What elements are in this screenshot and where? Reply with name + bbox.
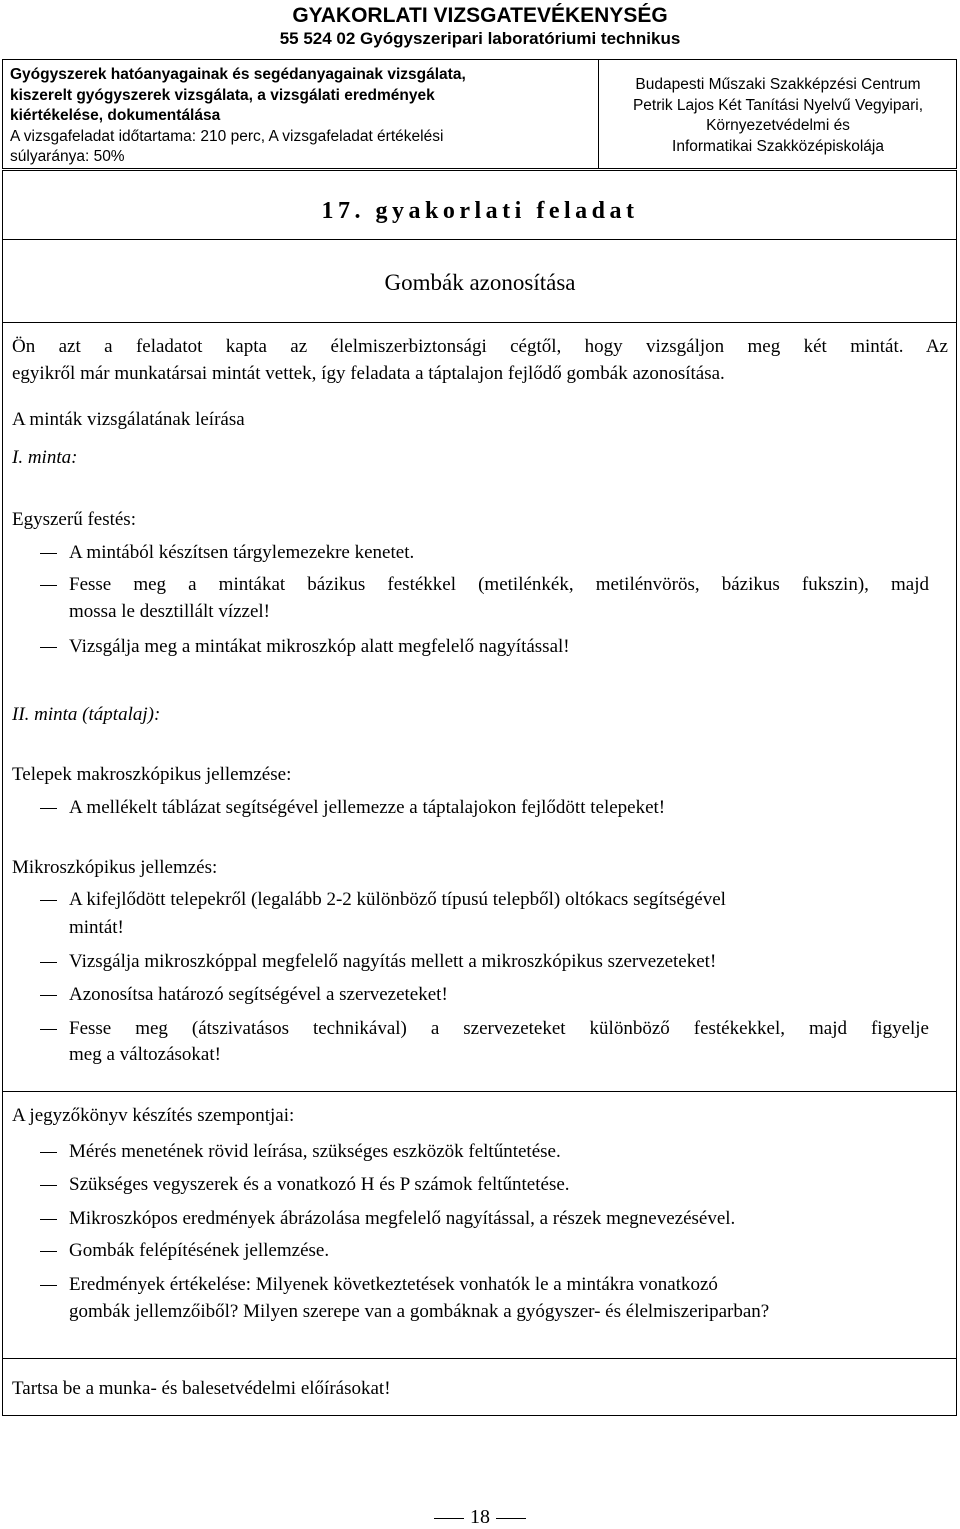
task-title: Gombák azonosítása	[384, 270, 576, 295]
sample-2-label: II. minta (táptalaj):	[12, 704, 161, 725]
task-heading: 17. gyakorlati feladat	[321, 198, 639, 224]
list-item: Eredmények értékelése: Milyenek következtetések vonhatók le a mintákra vonatkozó	[69, 1274, 718, 1295]
list-item-continuation: mossa le desztillált vízzel!	[69, 601, 271, 622]
intro-line: Ön azt a feladatot kapta az élelmiszerbiztonsági cégtől, hogy vizsgáljon meg két mintát. Az	[12, 336, 948, 357]
bullet-dash	[40, 900, 57, 901]
list-item: A kifejlődött telepekről (legalább 2-2 különböző típusú telepből) oltókacs segítségével	[69, 889, 726, 910]
module-line: kiszerelt gyógyszerek vizsgálata, a vizsgálati eredmények	[10, 86, 435, 104]
section-divider	[2, 1091, 957, 1092]
bullet-dash	[40, 1029, 57, 1030]
list-item: Vizsgálja meg a mintákat mikroszkóp alatt megfelelő nagyítással!	[69, 636, 570, 657]
bullet-dash	[40, 808, 57, 809]
school-line: Budapesti Műszaki Szakképzési Centrum	[635, 76, 921, 93]
bullet-dash	[40, 1251, 57, 1252]
header-info-box	[2, 59, 957, 169]
module-line: Gyógyszerek hatóanyagainak és segédanyagainak vizsgálata,	[10, 66, 466, 83]
exam-title: GYAKORLATI VIZSGATEVÉKENYSÉG	[292, 4, 668, 27]
bullet-dash	[40, 585, 57, 586]
page-number-rule	[496, 1518, 526, 1519]
list-item-continuation: meg a változásokat!	[69, 1044, 221, 1065]
list-item: A mintából készítsen tárgylemezekre kenetet.	[69, 542, 415, 563]
list-item: Szükséges vegyszerek és a vonatkozó H és P számok feltűntetése.	[69, 1174, 570, 1195]
list-item: Mérés menetének rövid leírása, szükséges eszközök feltűntetése.	[69, 1141, 561, 1162]
micro-heading: Mikroszkópikus jellemzés:	[12, 857, 218, 878]
list-item-continuation: gombák jellemzőiből? Milyen szerepe van a gombáknak a gyógyszer- és élelmiszeriparban?	[69, 1301, 770, 1322]
list-item: Fesse meg a mintákat bázikus festékkel (metilénkék, metilénvörös, bázikus fukszin), majd	[69, 574, 929, 595]
title-divider	[2, 322, 957, 323]
safety-divider	[2, 1358, 957, 1359]
duration-line: A vizsgafeladat időtartama: 210 perc, A vizsgafeladat értékelési	[10, 127, 444, 145]
bullet-dash	[40, 553, 57, 554]
list-item: Mikroszkópos eredmények ábrázolása megfelelő nagyítással, a részek megnevezésével.	[69, 1208, 736, 1229]
bullet-dash	[40, 1219, 57, 1220]
description-heading: A minták vizsgálatának leírása	[12, 409, 245, 430]
list-item-continuation: mintát!	[69, 917, 124, 938]
duration-line: súlyaránya: 50%	[10, 148, 125, 165]
macro-heading: Telepek makroszkópikus jellemzése:	[12, 764, 292, 785]
list-item: A mellékelt táblázat segítségével jellemezze a táptalajokon fejlődött telepeket!	[69, 797, 666, 818]
school-info	[600, 75, 956, 157]
school-line: Környezetvédelmi és	[706, 117, 850, 134]
school-line: Informatikai Szakközépiskolája	[672, 137, 884, 155]
header-divider	[598, 60, 599, 168]
heading-divider	[2, 239, 957, 240]
module-line: kiértékelése, dokumentálása	[10, 107, 221, 124]
page-number: 18	[470, 1506, 490, 1528]
bullet-dash	[40, 962, 57, 963]
sample-1-subheading: Egyszerű festés:	[12, 509, 136, 530]
bullet-dash	[40, 1152, 57, 1153]
bullet-dash	[40, 995, 57, 996]
bullet-dash	[40, 647, 57, 648]
list-item: Fesse meg (átszivatásos technikával) a szervezeteket különböző festékekkel, majd figyelje	[69, 1018, 929, 1039]
list-item: Gombák felépítésének jellemzése.	[69, 1240, 330, 1261]
sample-1-label: I. minta:	[12, 447, 78, 468]
school-line: Petrik Lajos Két Tanítási Nyelvű Vegyipari,	[632, 96, 924, 114]
exam-module-info	[10, 65, 595, 168]
report-heading: A jegyzőkönyv készítés szempontjai:	[12, 1105, 295, 1126]
bullet-dash	[40, 1285, 57, 1286]
safety-note: Tartsa be a munka- és balesetvédelmi előírásokat!	[12, 1378, 391, 1399]
exam-subtitle: 55 524 02 Gyógyszeripari laboratóriumi technikus	[279, 29, 681, 48]
bullet-dash	[40, 1185, 57, 1186]
list-item: Azonosítsa határozó segítségével a szervezeteket!	[69, 984, 448, 1005]
intro-line: egyikről már munkatársai mintát vettek, így feladata a táptalajon fejlődő gombák azonosítása.	[12, 363, 725, 384]
list-item: Vizsgálja mikroszkóppal megfelelő nagyítás mellett a mikroszkópikus szervezeteket!	[69, 951, 717, 972]
